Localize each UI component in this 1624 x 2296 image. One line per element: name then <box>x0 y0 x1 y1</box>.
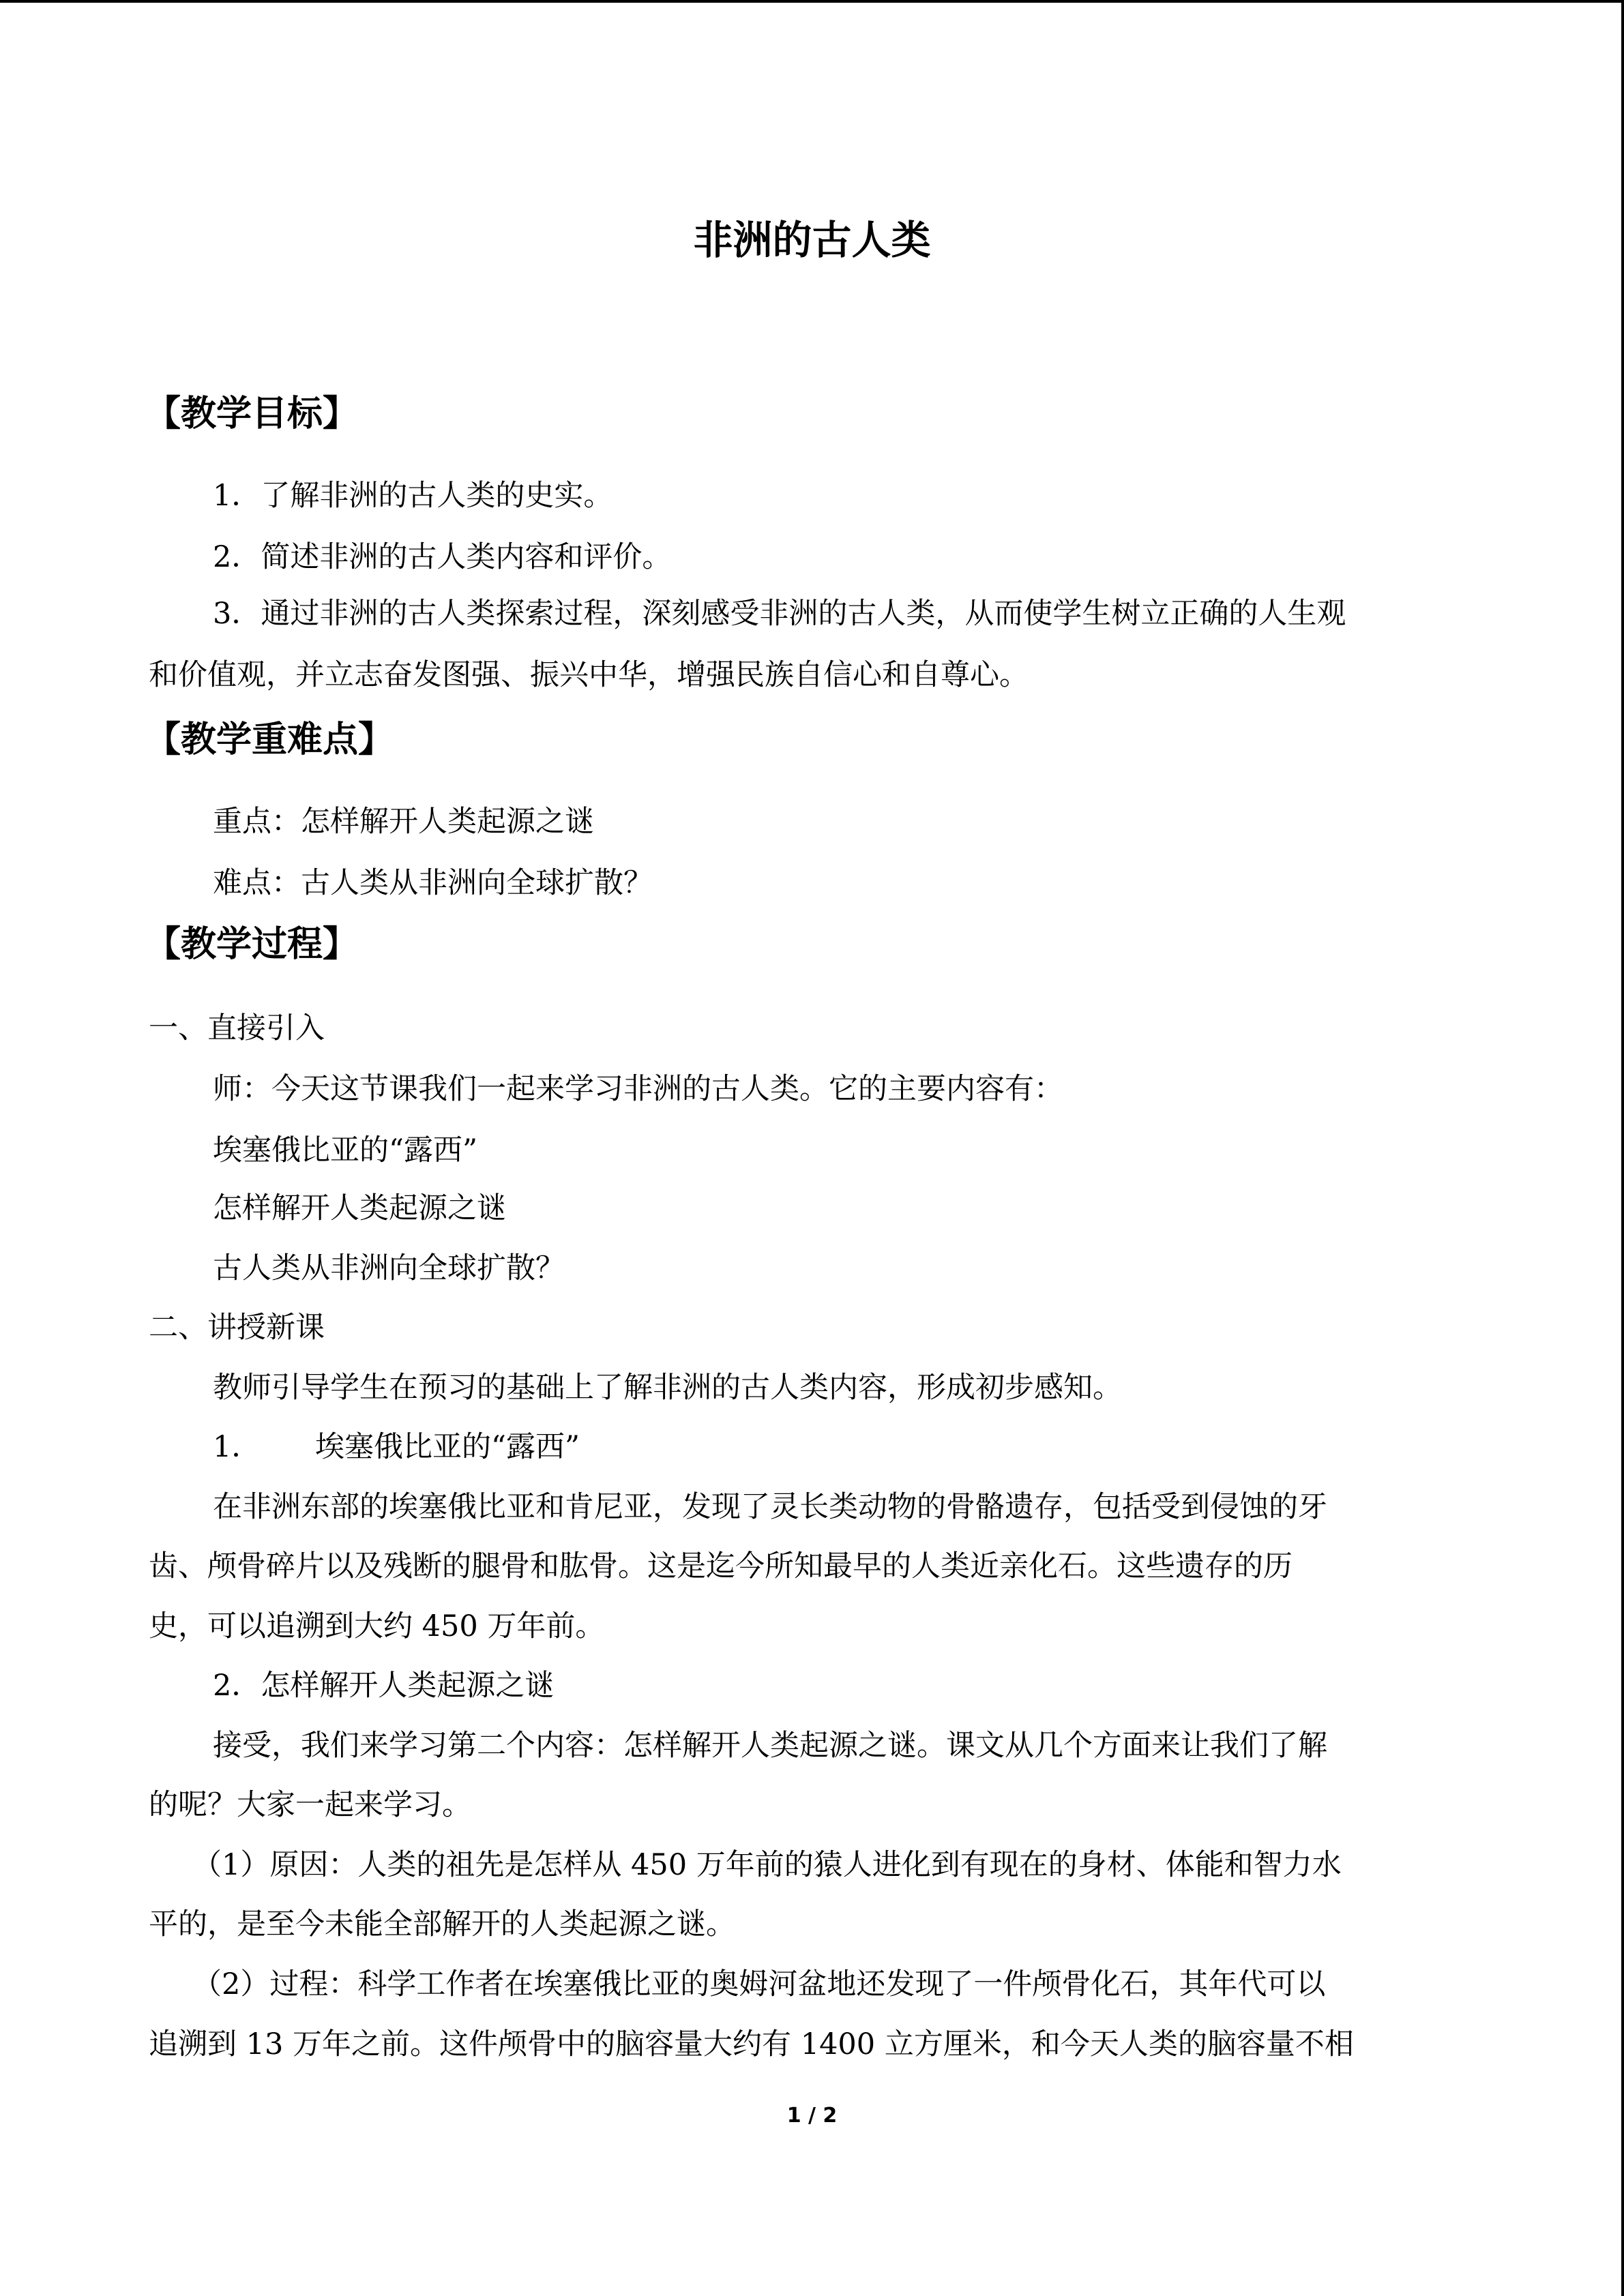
sub2-line-2: 的呢？大家一起来学习。 <box>149 1788 471 1822</box>
subsection-1-heading <box>213 1427 580 1467</box>
part1-line-2: 埃塞俄比亚的“露西” <box>213 1133 477 1167</box>
part2-title: 二、讲授新课 <box>149 1311 325 1345</box>
heading-teaching-process: 【教学过程】 <box>145 924 359 965</box>
part1-title: 一、直接引入 <box>149 1011 325 1045</box>
heading-teaching-goals: 【教学目标】 <box>145 393 359 434</box>
part1-line-3: 怎样解开人类起源之谜 <box>213 1191 506 1225</box>
reason-line-1: （1）原因：人类的祖先是怎样从 450 万年前的猿人进化到有现在的身材、体能和智力水 <box>192 1848 1342 1882</box>
part1-line-4: 古人类从非洲向全球扩散？ <box>213 1251 565 1285</box>
sub1-line-2: 齿、颅骨碎片以及残断的腿骨和肱骨。这是迄今所知最早的人类近亲化石。这些遗存的历 <box>149 1549 1293 1583</box>
heading-key-points: 【教学重难点】 <box>145 719 394 760</box>
document-title: 非洲的古人类 <box>693 217 931 263</box>
page-border-right <box>1621 0 1624 2296</box>
goal-item-1: 1．了解非洲的古人类的史实。 <box>213 479 613 513</box>
page-number: 1 / 2 <box>786 2104 838 2128</box>
reason-line-2: 平的，是至今未能全部解开的人类起源之谜。 <box>149 1907 735 1941</box>
goal-item-2: 2．简述非洲的古人类内容和评价。 <box>213 540 672 574</box>
sub1-line-1: 在非洲东部的埃塞俄比亚和肯尼亚，发现了灵长类动物的骨骼遗存，包括受到侵蚀的牙 <box>213 1490 1327 1524</box>
part2-intro: 教师引导学生在预习的基础上了解非洲的古人类内容，形成初步感知。 <box>213 1371 1122 1405</box>
subsection-1-number: 1． <box>213 1430 261 1464</box>
key-point-difficulty: 难点：古人类从非洲向全球扩散？ <box>213 866 653 900</box>
goal-item-3: 3．通过非洲的古人类探索过程，深刻感受非洲的古人类，从而使学生树立正确的人生观 <box>213 597 1346 631</box>
process-line-1: （2）过程：科学工作者在埃塞俄比亚的奥姆河盆地还发现了一件颅骨化石，其年代可以 <box>192 1967 1326 2001</box>
sub1-line-3: 史，可以追溯到大约 450 万年前。 <box>149 1609 605 1643</box>
part1-line-1: 师：今天这节课我们一起来学习非洲的古人类。它的主要内容有： <box>213 1072 1063 1106</box>
subsection-2-title: 2．怎样解开人类起源之谜 <box>213 1669 555 1703</box>
process-line-2: 追溯到 13 万年之前。这件颅骨中的脑容量大约有 1400 立方厘米，和今天人类的脑容量不相 <box>149 2027 1354 2061</box>
page-border-top <box>0 0 1624 3</box>
key-point-focus: 重点：怎样解开人类起源之谜 <box>213 805 594 839</box>
subsection-1-title: 埃塞俄比亚的“露西” <box>315 1430 580 1464</box>
goal-item-3-cont: 和价值观，并立志奋发图强、振兴中华，增强民族自信心和自尊心。 <box>149 658 1029 692</box>
sub2-line-1: 接受，我们来学习第二个内容：怎样解开人类起源之谜。课文从几个方面来让我们了解 <box>213 1729 1327 1763</box>
